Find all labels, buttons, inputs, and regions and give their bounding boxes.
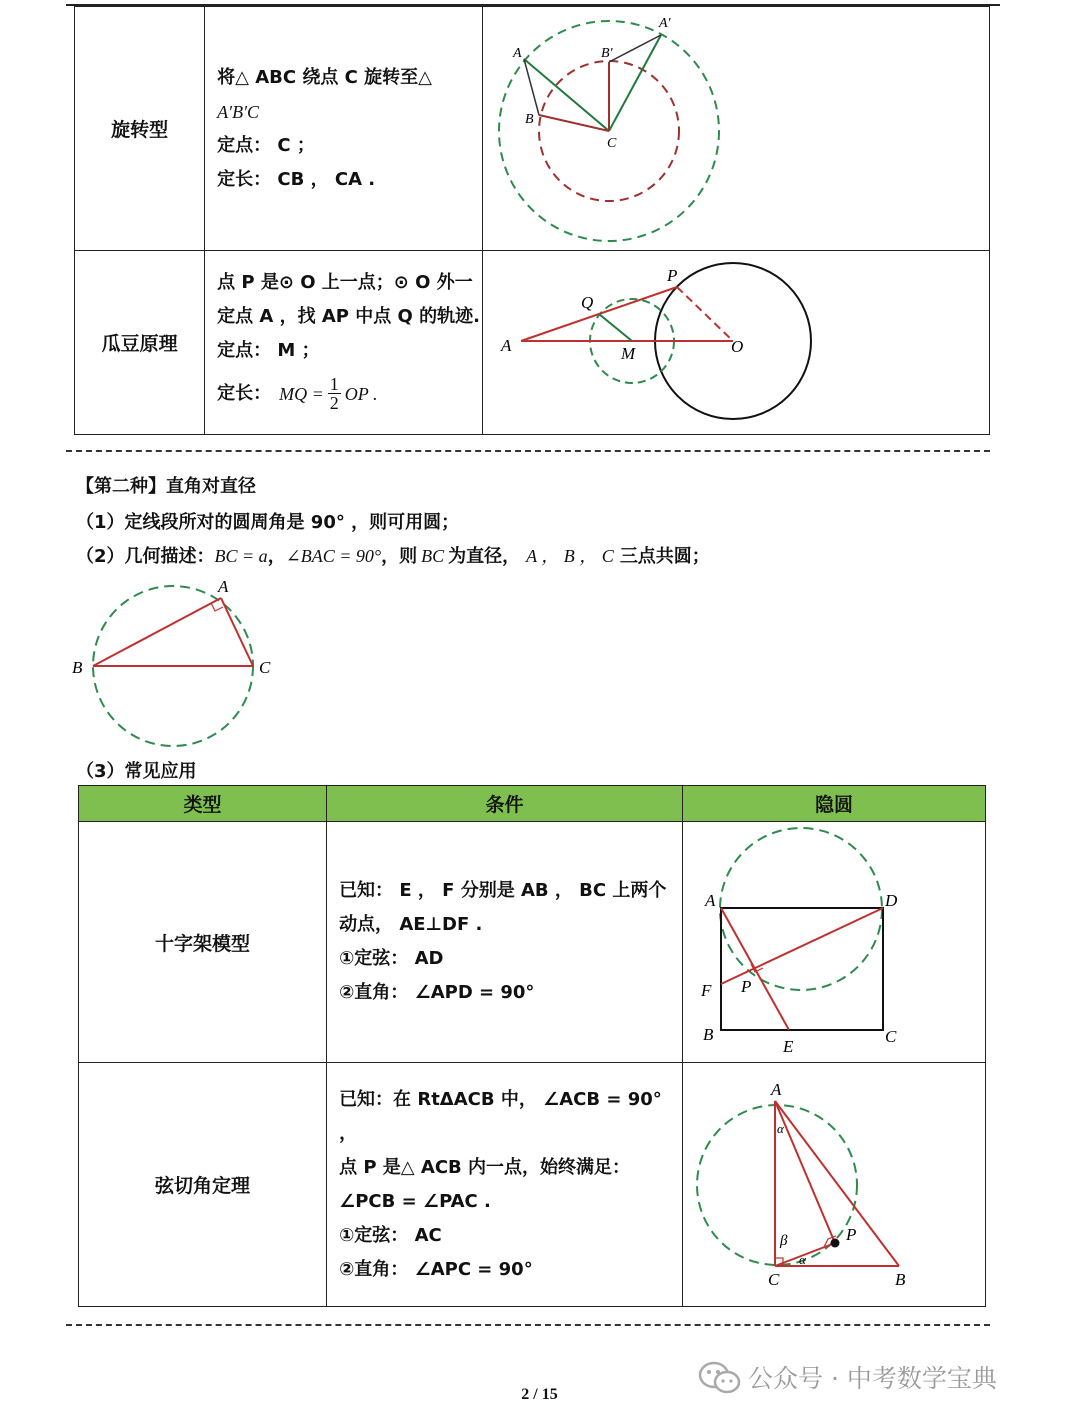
cond-line: ②直角： ∠APD = 90° <box>339 982 535 1003</box>
type-label: 瓜豆原理 <box>101 333 178 355</box>
fraction-numerator: 1 <box>329 374 339 394</box>
item-2 <box>76 542 710 568</box>
diagram-cell <box>482 251 989 435</box>
table-header-row <box>79 786 986 822</box>
right-angle-diameter-diagram <box>66 574 296 754</box>
segment-po <box>677 287 733 341</box>
locus-table-1 <box>74 6 990 435</box>
fraction <box>328 375 341 412</box>
segment-qm <box>599 314 632 341</box>
cond-line: 点 P 是△ ACB 内一点，始终满足： <box>339 1156 631 1178</box>
table-row <box>79 1063 986 1307</box>
cross-model-diagram <box>683 822 985 1062</box>
fixed-length-formula <box>217 368 482 420</box>
segment-ca <box>524 59 609 131</box>
type-label: 弦切角定理 <box>155 1175 251 1197</box>
cond-line: ∠PCB = ∠PAC . <box>339 1190 491 1212</box>
label-alpha-bottom: α <box>798 1252 806 1267</box>
label-b: B <box>72 658 83 677</box>
label-c: C <box>259 658 271 677</box>
cond-line: A′B′C <box>217 101 260 122</box>
diagram-cell <box>682 822 985 1063</box>
cond-line: ①定弦： AC <box>339 1224 442 1246</box>
label-a: A <box>770 1080 782 1099</box>
formula-rhs: OP . <box>344 383 378 404</box>
label-b: B <box>894 1270 906 1289</box>
label-c: C <box>884 1027 897 1046</box>
table-row <box>75 7 990 251</box>
type-label: 旋转型 <box>111 119 169 141</box>
expr-angle-bac: ∠BAC = 90° <box>285 546 382 566</box>
label-b-prime: B′ <box>600 46 613 61</box>
diagram-cell <box>682 1063 985 1307</box>
type-label: 十字架模型 <box>155 932 251 955</box>
cond-line: 动点， AE⊥DF . <box>339 914 483 935</box>
header-hidden-circle: 隐圆 <box>682 786 985 822</box>
rotation-diagram <box>483 7 989 250</box>
segment-ba <box>93 598 221 666</box>
label-a: A <box>218 577 229 596</box>
condition-cell <box>327 822 683 1063</box>
diagram-cell <box>482 7 989 251</box>
label-c: C <box>606 136 617 151</box>
label-f: F <box>700 981 712 1000</box>
item-2-middle: ，则 <box>381 546 418 567</box>
cond-line: ①定弦： AD <box>339 948 444 969</box>
label-beta: β <box>779 1233 788 1249</box>
section-divider <box>66 450 990 452</box>
label-p: P <box>666 266 678 285</box>
points-abc: A ， B ， C <box>526 546 614 566</box>
header-type: 类型 <box>79 786 327 822</box>
segment-ac <box>221 598 253 666</box>
point-p <box>830 1239 839 1248</box>
expr-bc-equals-a: BC = a <box>214 546 268 566</box>
cond-line: 已知： E ， F 分别是 AB ， BC 上两个 <box>339 880 667 901</box>
table-row <box>75 251 990 435</box>
square-abcd <box>721 908 883 1030</box>
item-2-prefix: （2）几何描述： <box>76 546 215 567</box>
label-b: B <box>524 112 534 127</box>
label-d: D <box>884 891 898 910</box>
item-2-after: 为直径， <box>448 546 521 567</box>
cond-line: ②直角： ∠APC = 90° <box>339 1258 533 1280</box>
expr-bc: BC <box>421 546 445 566</box>
item-1: （1）定线段所对的圆周角是 90° ，则可用圆； <box>76 512 460 533</box>
label-a: A <box>512 46 522 61</box>
condition-cell <box>205 7 483 251</box>
cond-line: 定点： C ； <box>217 134 315 156</box>
label-p: P <box>845 1225 857 1244</box>
type-cell <box>79 822 327 1063</box>
cond-line: 将△ ABC 绕点 C 旋转至△ <box>217 66 432 88</box>
chord-tangent-diagram <box>683 1063 985 1306</box>
cond-line: 定长： CB ， CA . <box>217 168 376 190</box>
cond-line: 点 P 是⊙ O 上一点；⊙ O 外一 <box>217 271 473 293</box>
label-b: B <box>702 1025 714 1044</box>
table-row <box>79 822 986 1063</box>
label-p: P <box>740 977 752 996</box>
item-3: （3）常见应用 <box>76 761 197 782</box>
guadou-diagram <box>483 251 989 434</box>
header-condition: 条件 <box>327 786 683 822</box>
segment-ab <box>524 59 539 115</box>
condition-cell <box>205 251 483 435</box>
segment-fd <box>721 908 883 984</box>
cond-line: 定点 A ，找 AP 中点 Q 的轨迹. <box>217 305 480 327</box>
label-q: Q <box>580 293 594 312</box>
fraction-denominator: 2 <box>329 393 339 413</box>
formula-lhs: MQ = <box>279 383 324 404</box>
cond-line: 已知：在 RtΔACB 中， ∠ACB = 90° ， <box>339 1088 662 1144</box>
segment-ca-prime <box>609 35 661 131</box>
application-table <box>78 785 986 1307</box>
cond-line: 定点： M ； <box>217 339 320 361</box>
section-divider <box>66 1324 990 1326</box>
page-number: 2 / 15 <box>521 1386 558 1403</box>
type-cell <box>75 7 205 251</box>
label-o: O <box>730 337 744 356</box>
item-2-sep: ， <box>267 546 286 567</box>
formula-prefix: 定长： <box>217 382 272 404</box>
segment-ap <box>775 1101 835 1243</box>
label-e: E <box>782 1037 794 1056</box>
type-cell <box>75 251 205 435</box>
label-m: M <box>620 344 636 363</box>
right-angle-mark <box>211 603 223 611</box>
label-a: A <box>704 891 716 910</box>
watermark-text: 公众号 · 中考数学宝典 <box>748 1364 997 1393</box>
type-cell <box>79 1063 327 1307</box>
label-c: C <box>767 1270 780 1289</box>
label-a: A <box>500 336 512 355</box>
label-a-prime: A′ <box>658 16 671 31</box>
item-2-end: 三点共圆； <box>619 546 710 567</box>
condition-cell <box>327 1063 683 1307</box>
section-heading: 【第二种】直角对直径 <box>76 476 256 497</box>
label-alpha-top: α <box>776 1121 784 1136</box>
